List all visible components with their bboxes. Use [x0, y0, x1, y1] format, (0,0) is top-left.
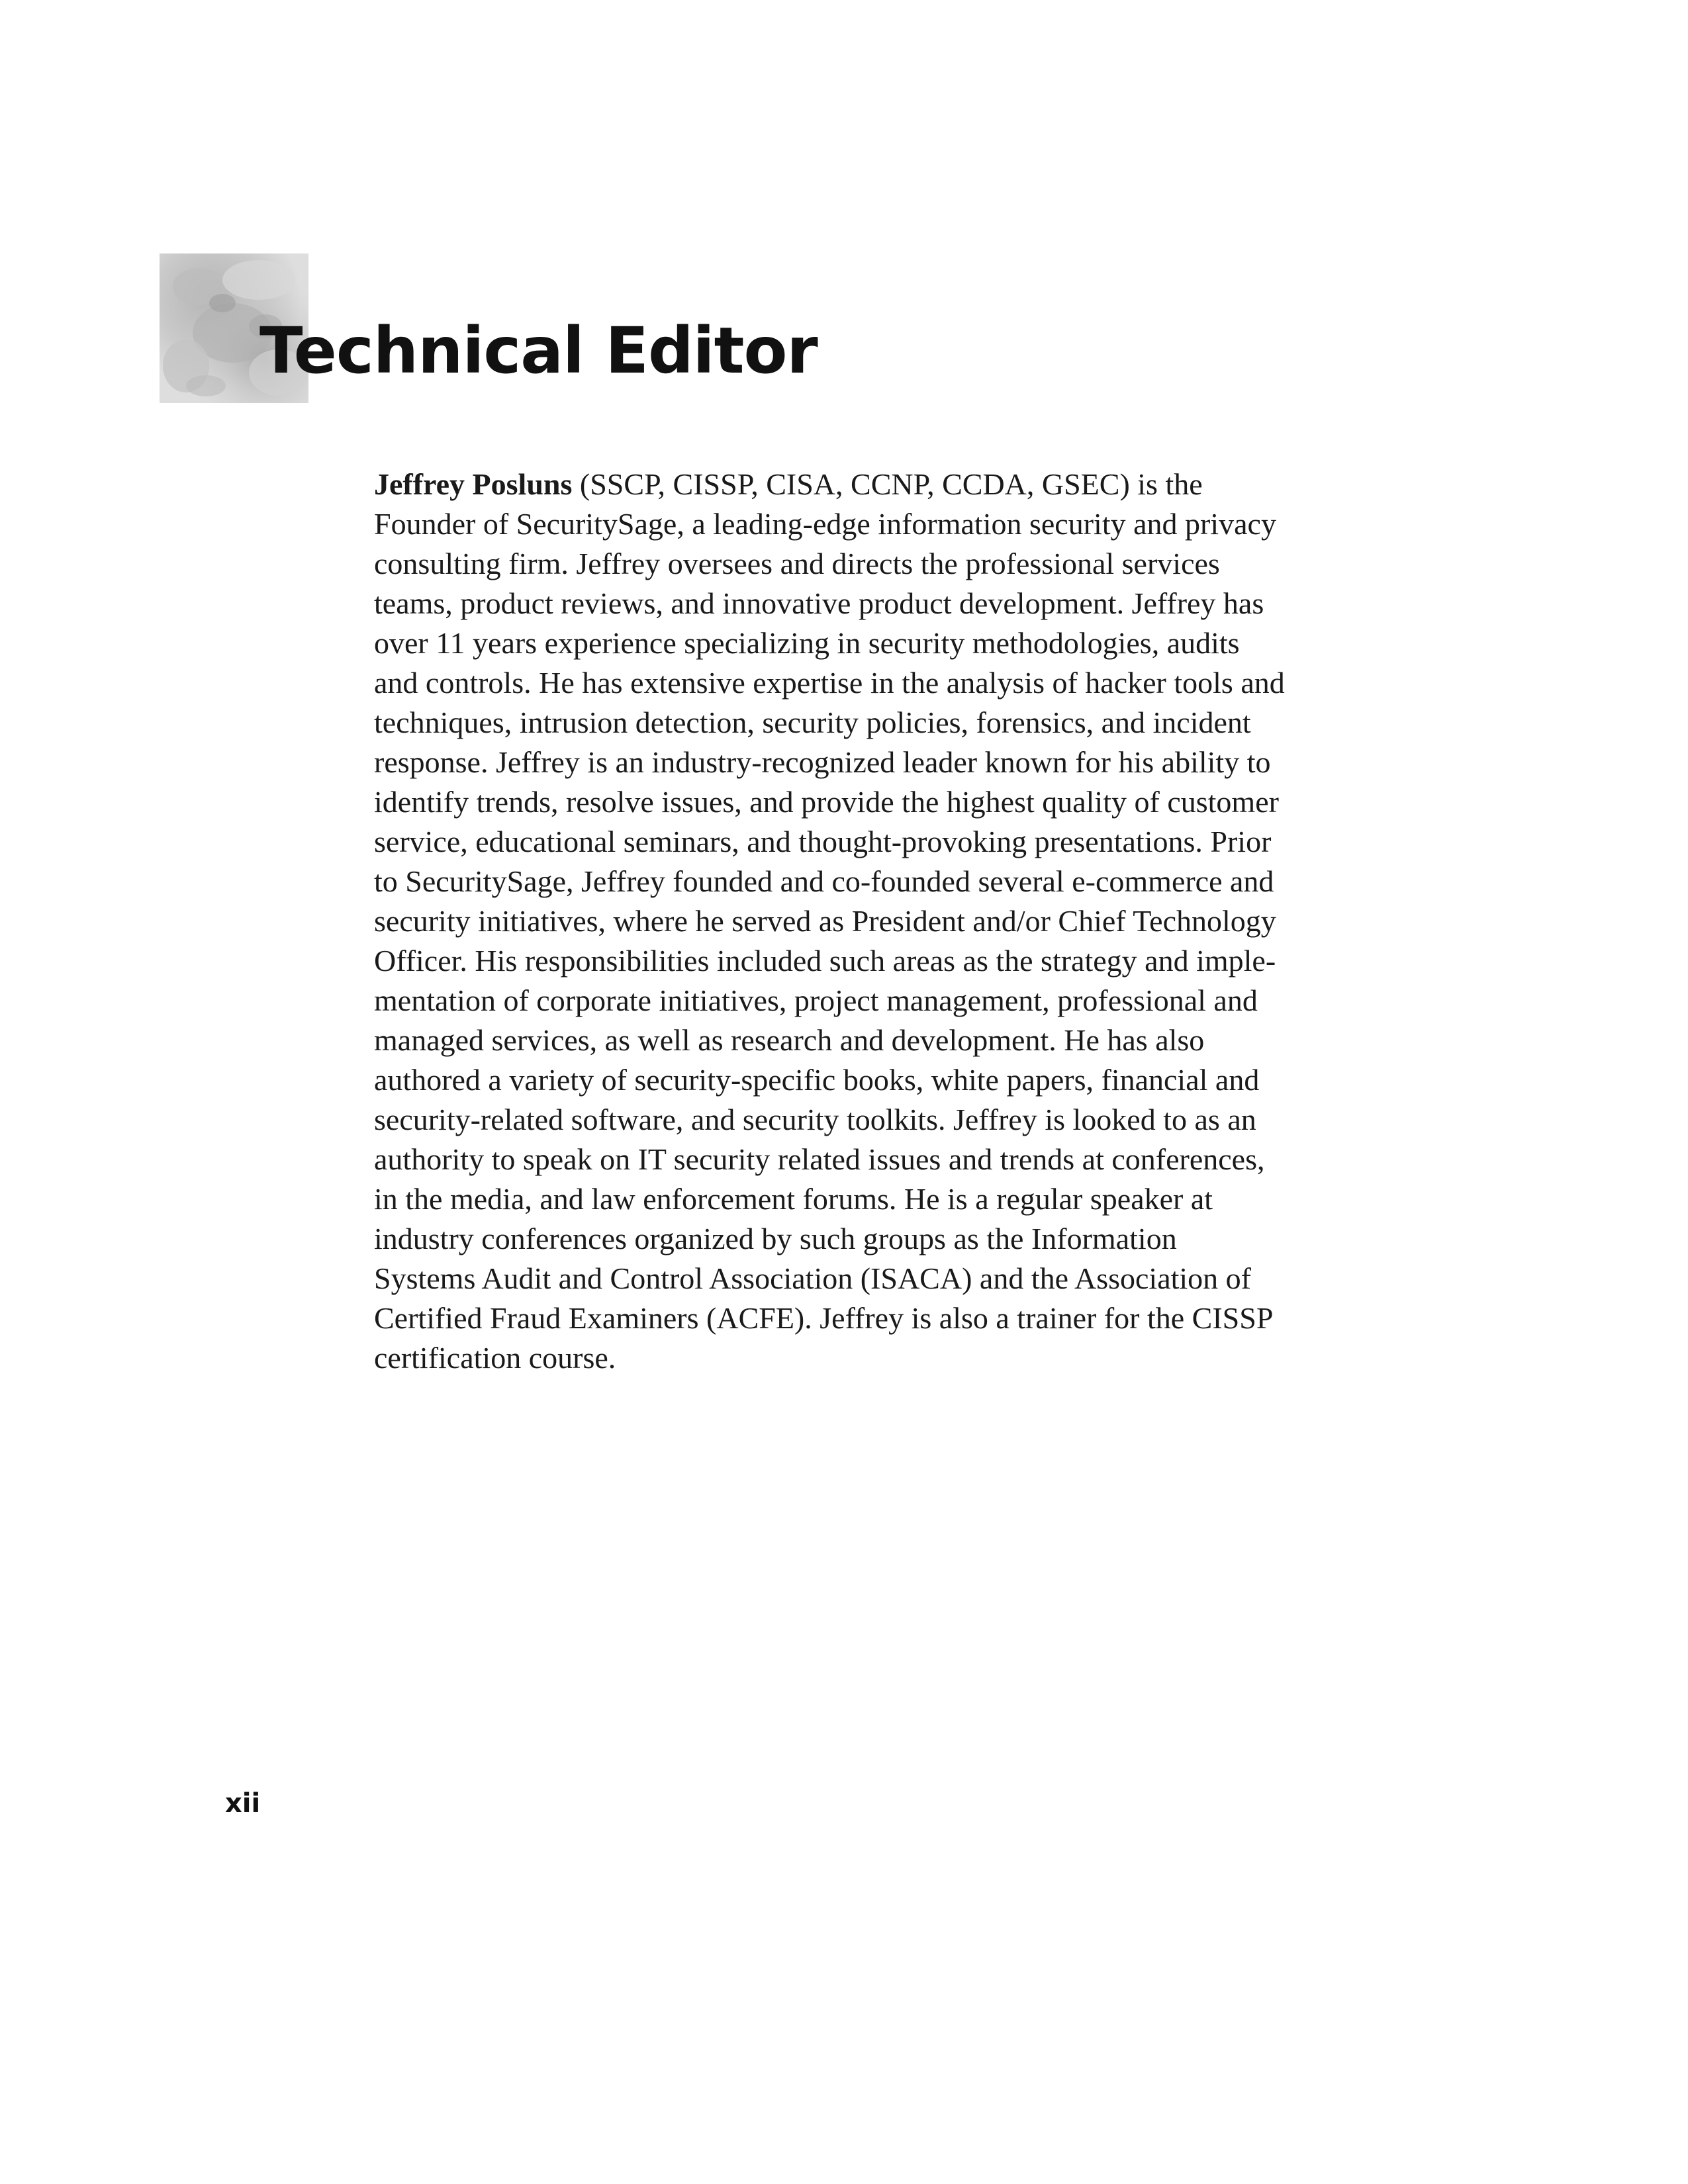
bio-line: identify trends, resolve issues, and provide the highest quality of customer — [374, 785, 1279, 819]
bio-line: over 11 years experience specializing in security methodologies, audits — [374, 626, 1240, 660]
bio-line: authored a variety of security-specific books, white papers, financial and — [374, 1063, 1260, 1097]
bio-paragraph — [374, 465, 1350, 1378]
bio-line: industry conferences organized by such groups as the Information — [374, 1222, 1177, 1255]
bio-line: service, educational seminars, and thought-provoking presentations. Prior — [374, 825, 1272, 858]
bio-line: and controls. He has extensive expertise in the analysis of hacker tools and — [374, 666, 1285, 700]
bio-line: Systems Audit and Control Association (ISACA) and the Association of — [374, 1261, 1251, 1295]
bio-line: techniques, intrusion detection, security policies, forensics, and incident — [374, 705, 1251, 739]
bio-line: security-related software, and security toolkits. Jeffrey is looked to as an — [374, 1103, 1256, 1136]
bio-line: managed services, as well as research and development. He has also — [374, 1023, 1205, 1057]
bio-line: mentation of corporate initiatives, project management, professional and — [374, 983, 1258, 1017]
bio-line: response. Jeffrey is an industry-recognized leader known for his ability to — [374, 745, 1271, 779]
bio-line: consulting firm. Jeffrey oversees and directs the professional services — [374, 547, 1220, 580]
bio-line: authority to speak on IT security related issues and trends at conferences, — [374, 1142, 1265, 1176]
bio-line — [374, 465, 1350, 504]
editor-credentials: (SSCP, CISSP, CISA, CCNP, CCDA, GSEC) is the — [572, 467, 1203, 501]
bio-line: Certified Fraud Examiners (ACFE). Jeffrey is also a trainer for the CISSP — [374, 1301, 1274, 1335]
editor-name: Jeffrey Posluns — [374, 467, 573, 501]
chapter-title: Technical Editor — [259, 314, 818, 388]
bio-line: in the media, and law enforcement forums. He is a regular speaker at — [374, 1182, 1213, 1216]
bio-line: to SecuritySage, Jeffrey founded and co-founded several e-commerce and — [374, 864, 1274, 898]
page-number: xii — [225, 1788, 261, 1819]
bio-line: Officer. His responsibilities included such areas as the strategy and imple- — [374, 944, 1276, 978]
bio-line: security initiatives, where he served as President and/or Chief Technology — [374, 904, 1276, 938]
bio-line: teams, product reviews, and innovative product development. Jeffrey has — [374, 586, 1264, 620]
bio-line: certification course. — [374, 1341, 616, 1375]
bio-line: Founder of SecuritySage, a leading-edge information security and privacy — [374, 507, 1276, 541]
